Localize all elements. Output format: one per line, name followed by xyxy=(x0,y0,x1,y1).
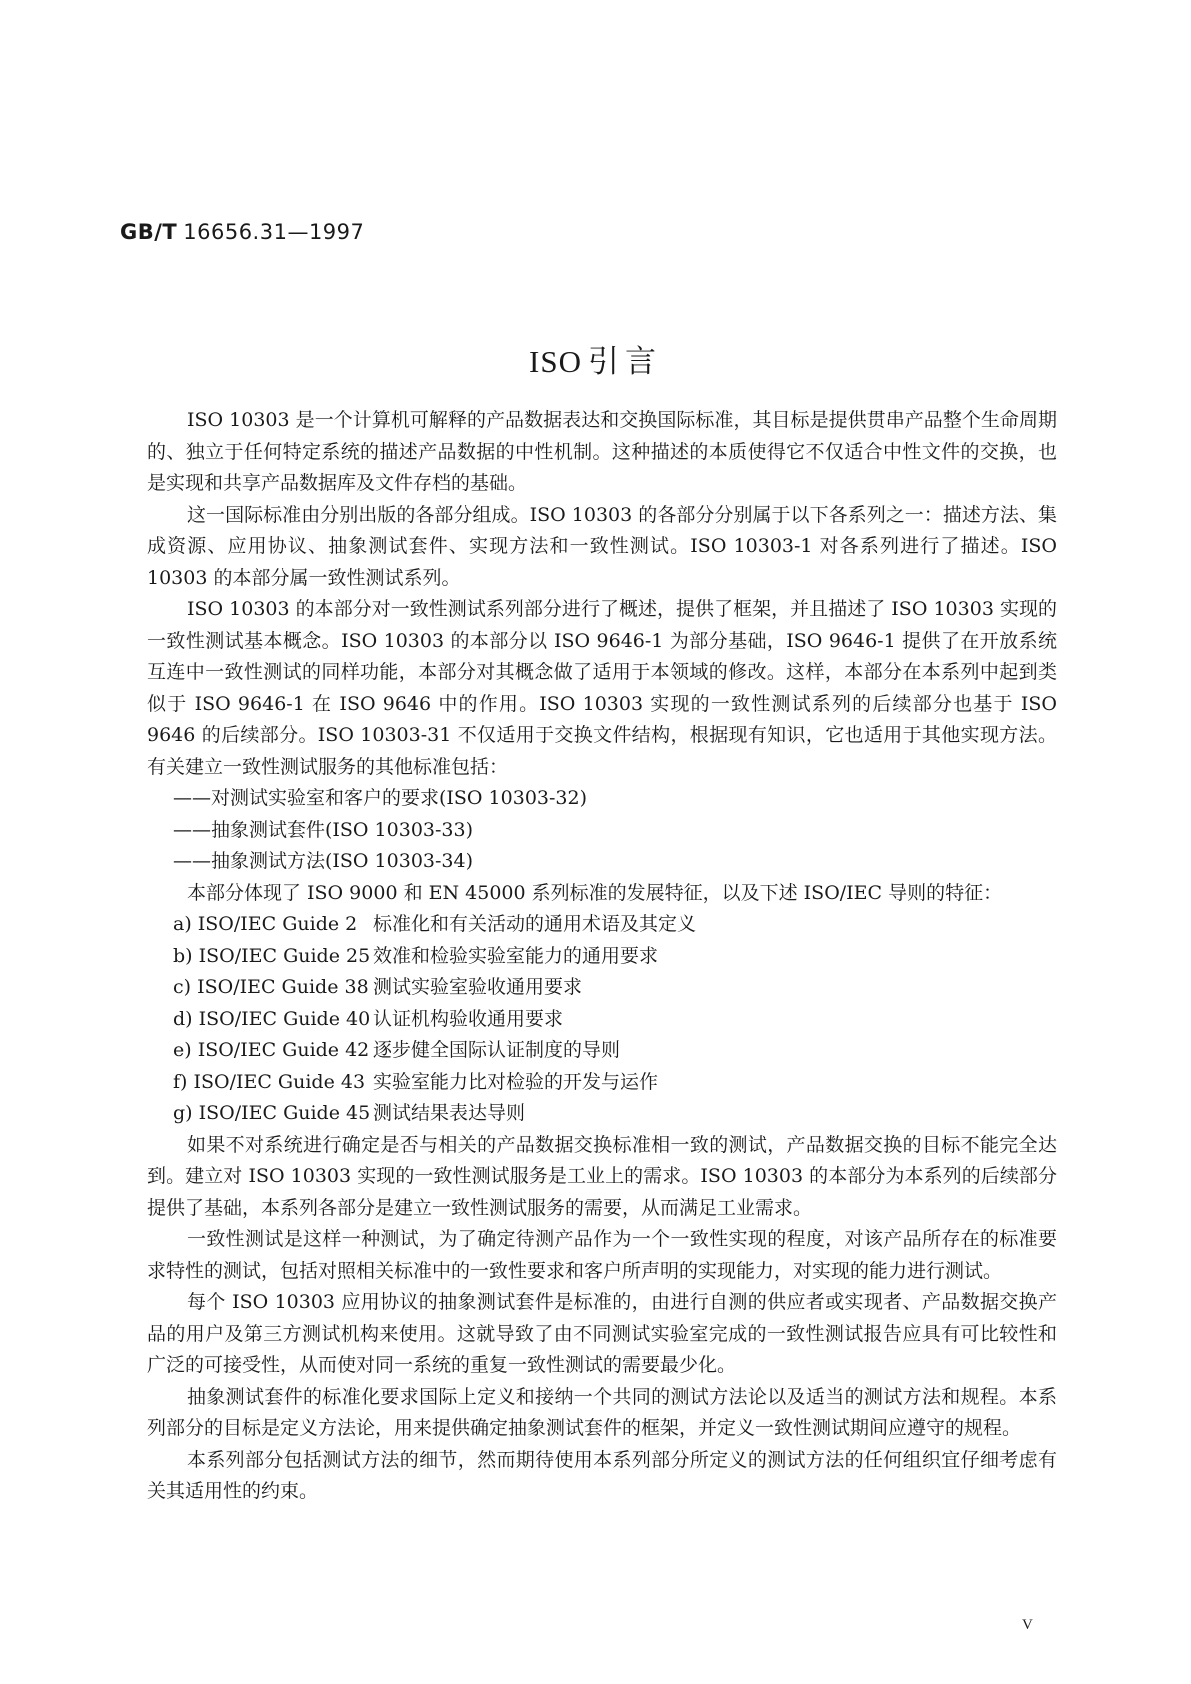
guide-title: 测试实验室验收通用要求 xyxy=(373,976,583,998)
paragraph: 抽象测试套件的标准化要求国际上定义和接纳一个共同的测试方法论以及适当的测试方法和规程。本系列部分的目标是定义方法论，用来提供确定抽象测试套件的框架，并定义一致性测试期间应遵守的规程。 xyxy=(147,1385,1057,1439)
guide-list-item xyxy=(147,1098,1057,1130)
guide-list-item xyxy=(147,1035,1057,1067)
guide-title: 效准和检验实验室能力的通用要求 xyxy=(373,944,659,967)
guide-title: 标准化和有关活动的通用术语及其定义 xyxy=(373,913,697,935)
body-text xyxy=(147,405,1057,1508)
guide-id: b) ISO/IEC Guide 25 xyxy=(173,944,371,967)
dash-list-item: ——抽象测试套件(ISO 10303-33) xyxy=(173,818,474,841)
paragraph: ISO 10303 是一个计算机可解释的产品数据表达和交换国际标准，其目标是提供贯串产品整个生命周期的、独立于任何特定系统的描述产品数据的中性机制。这种描述的本质使得它不仅适合中性文件的交换，也是实现和共享产品数据库及文件存档的基础。 xyxy=(147,409,1057,494)
paragraph: 本系列部分包括测试方法的细节，然而期待使用本系列部分所定义的测试方法的任何组织宜仔细考虑有关其适用性的约束。 xyxy=(147,1448,1057,1502)
guide-id: e) ISO/IEC Guide 42 xyxy=(173,1039,370,1061)
guide-list-item xyxy=(147,972,1057,1004)
standard-code xyxy=(120,220,364,244)
guide-list-item xyxy=(147,1067,1057,1099)
standard-number: 16656.31—1997 xyxy=(183,220,365,244)
guide-list-item xyxy=(147,909,1057,941)
paragraph: 如果不对系统进行确定是否与相关的产品数据交换标准相一致的测试，产品数据交换的目标不能完全达到。建立对 ISO 10303 实现的一致性测试服务是工业上的需求。ISO 10303 的本部分为本系列的后续部分提供了基础，本系列各部分是建立一致性测试服务的需要，从而满足工业需求。 xyxy=(147,1133,1057,1219)
guide-list-item xyxy=(147,941,1057,973)
guide-id: d) ISO/IEC Guide 40 xyxy=(173,1007,371,1030)
paragraph: 一致性测试是这样一种测试，为了确定待测产品作为一个一致性实现的程度，对该产品所存在的标准要求特性的测试，包括对照相关标准中的一致性要求和客户所声明的实现能力，对实现的能力进行测试。 xyxy=(147,1228,1057,1282)
guide-title: 实验室能力比对检验的开发与运作 xyxy=(373,1070,659,1093)
guide-id: a) ISO/IEC Guide 2 xyxy=(173,913,358,935)
page-number: V xyxy=(1022,1617,1033,1633)
guide-id: c) ISO/IEC Guide 38 xyxy=(173,976,369,998)
dash-list-item: ——抽象测试方法(ISO 10303-34) xyxy=(173,850,474,872)
dash-list-item: ——对测试实验室和客户的要求(ISO 10303-32) xyxy=(173,787,588,809)
standard-prefix: GB/T xyxy=(120,220,178,244)
paragraph: 每个 ISO 10303 应用协议的抽象测试套件是标准的，由进行自测的供应者或实现者、产品数据交换产品的用户及第三方测试机构来使用。这就导致了由不同测试实验室完成的一致性测试报告应具有可比较性和广泛的可接受性，从而使对同一系统的重复一致性测试的需要最少化。 xyxy=(147,1291,1057,1376)
title-text: 引言 xyxy=(587,344,662,380)
paragraph: ISO 10303 的本部分对一致性测试系列部分进行了概述，提供了框架，并且描述了 ISO 10303 实现的一致性测试基本概念。ISO 10303 的本部分以 ISO 9646-1 为部分基础，ISO 9646-1 提供了在开放系统互连中一致性测试的同样功能，本部分对其概念做了适用于本领域的修改。这样，本部分在本系列中起到类似于 ISO 9646-1 在 ISO 9646 中的作用。ISO 10303 实现的一致性测试系列的后续部分也基于 ISO 9646 的后续部分。ISO 10303-31 不仅适用于交换文件结构，根据现有知识，它也适用于其他实现方法。有关建立一致性测试服务的其他标准包括： xyxy=(147,598,1057,778)
paragraph: 这一国际标准由分别出版的各部分组成。ISO 10303 的各部分分别属于以下各系列之一：描述方法、集成资源、应用协议、抽象测试套件、实现方法和一致性测试。ISO 10303-1 对各系列进行了描述。ISO 10303 的本部分属一致性测试系列。 xyxy=(147,503,1057,589)
guide-title: 认证机构验收通用要求 xyxy=(373,1007,564,1030)
page-title xyxy=(0,336,1191,381)
guides-intro: 本部分体现了 ISO 9000 和 EN 45000 系列标准的发展特征，以及下述 ISO/IEC 导则的特征： xyxy=(187,881,1003,904)
guide-id: g) ISO/IEC Guide 45 xyxy=(173,1102,371,1124)
guide-id: f) ISO/IEC Guide 43 xyxy=(173,1070,366,1093)
guide-list-item xyxy=(147,1004,1057,1036)
guide-title: 测试结果表达导则 xyxy=(373,1102,526,1124)
guide-title: 逐步健全国际认证制度的导则 xyxy=(373,1039,621,1061)
title-iso: ISO xyxy=(529,344,582,379)
